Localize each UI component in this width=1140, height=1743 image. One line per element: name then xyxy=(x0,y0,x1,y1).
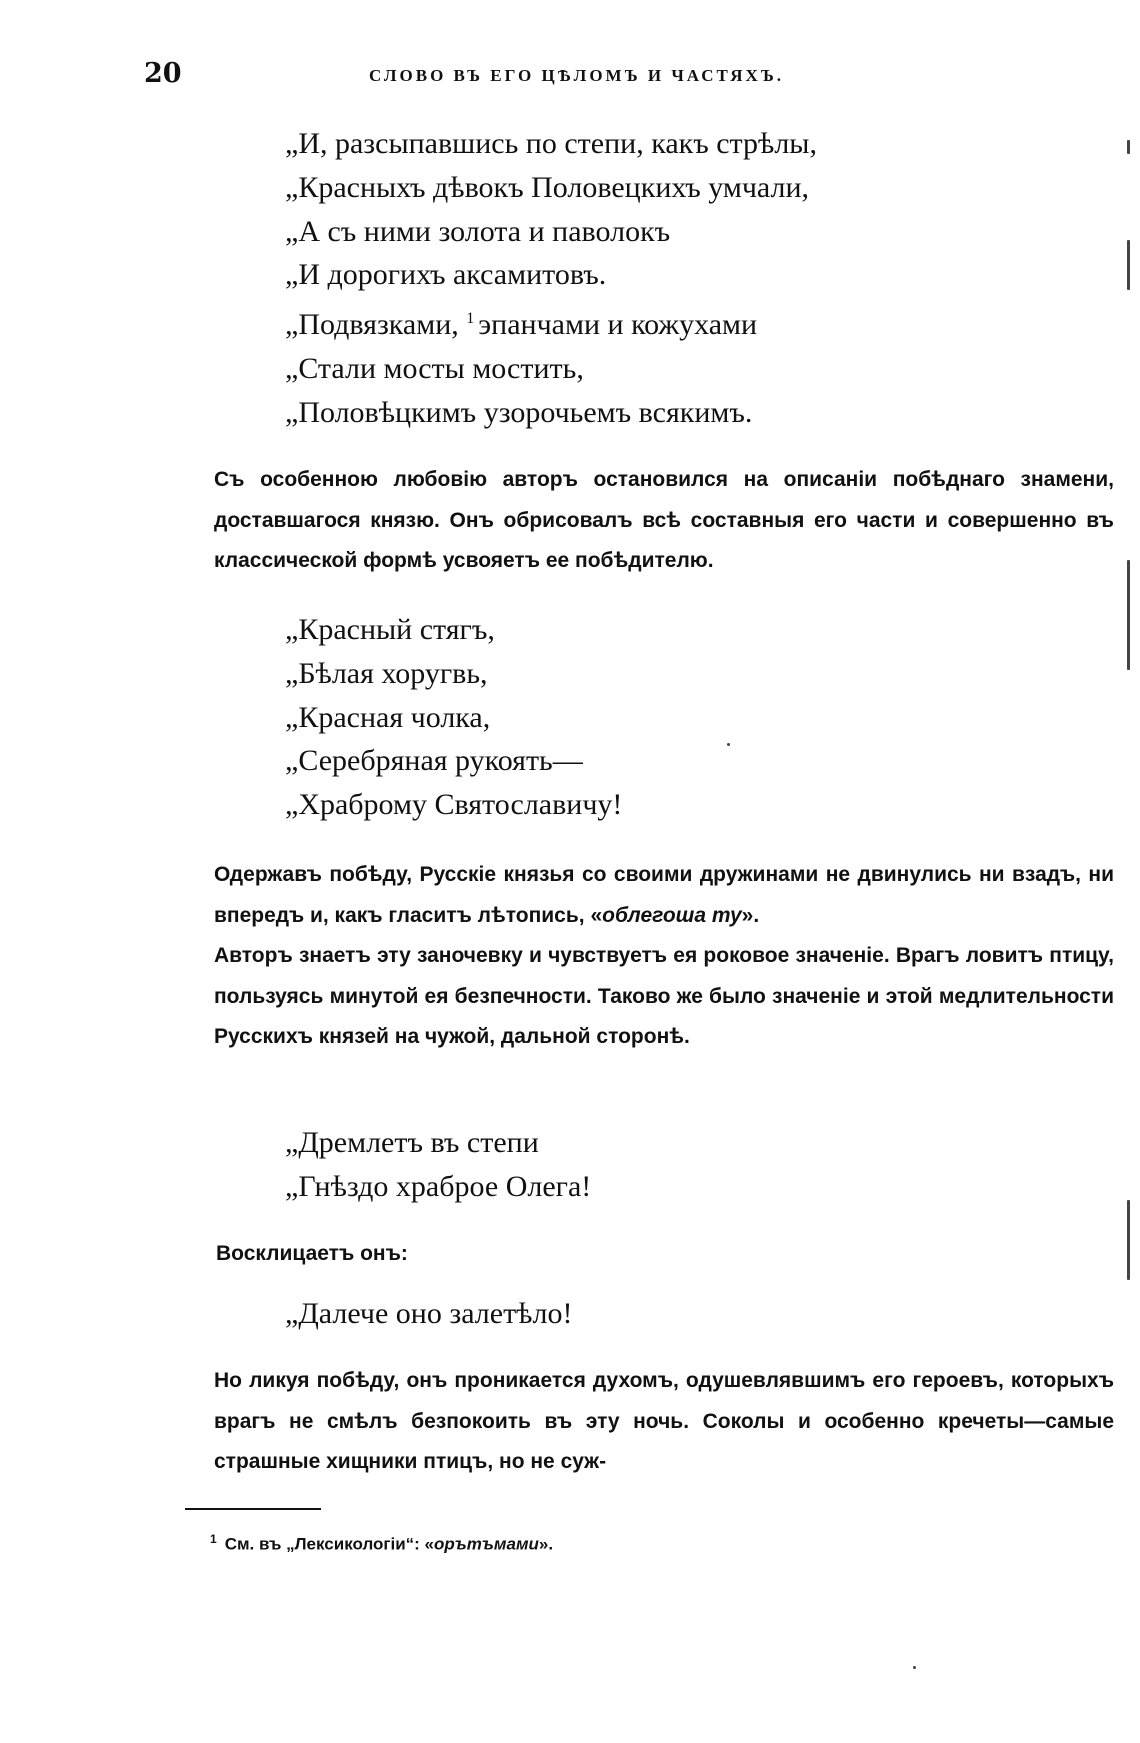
exclamation-intro: Восклицаетъ онъ: xyxy=(216,1242,408,1265)
footnote-text: См. въ „Лексикологіи“: « xyxy=(224,1534,434,1554)
running-title: СЛОВО ВЪ ЕГО ЦѢЛОМЪ И ЧАСТЯХЪ. xyxy=(369,66,785,85)
footnote xyxy=(210,1532,553,1555)
scan-speck xyxy=(727,743,730,746)
paragraph-2-end: ». xyxy=(741,903,760,927)
paragraph-4: Но ликуя побѣду, онъ проникается духомъ, одушевлявшимъ его героевъ, которыхъ врагъ не смѣлъ безпокоить въ эту ночь. Соколы и особенно кречеты—самые страшные хищники птицъ, но не суж- xyxy=(214,1369,1114,1473)
scan-speck xyxy=(1127,1200,1130,1280)
scan-speck xyxy=(1127,140,1130,154)
scan-speck xyxy=(913,1666,916,1669)
scan-speck xyxy=(1127,560,1130,670)
verse-line: „Серебряная рукоять— xyxy=(285,744,583,778)
verse-line-part: „Подвязками, xyxy=(285,308,467,342)
footnote-term: орътъмами xyxy=(434,1534,539,1554)
paragraph-3: Авторъ знаетъ эту заночевку и чувствуетъ ея роковое значеніе. Врагъ ловитъ птицу, пользуясь минутой ея безпечности. Таково же было значеніе и этой медлительности Русскихъ князей на чужой, дальной сторонѣ. xyxy=(214,944,1114,1048)
chronicle-quote: облегоша ту xyxy=(602,903,742,927)
footnote-number: 1 xyxy=(210,1532,217,1546)
verse-line-part: эпанчами и кожухами xyxy=(478,308,758,342)
verse-line: „А съ ними золота и паволокъ xyxy=(285,214,671,248)
verse-line xyxy=(285,297,817,347)
verse-line: „Красныхъ дѣвокъ Половецкихъ умчали, xyxy=(285,170,810,204)
footnote-mark: 1 xyxy=(466,310,475,328)
verse-line: „Половѣцкимъ узорочьемъ всякимъ. xyxy=(285,395,753,429)
paragraph-1: Съ особенною любовію авторъ остановился на описаніи побѣднаго знамени, доставшагося князю. Онъ обрисовалъ всѣ составныя его части и совершенно въ классической формѣ усвояетъ ее побѣдителю. xyxy=(214,468,1114,572)
scan-speck xyxy=(1127,240,1130,290)
verse-line: „Стали мосты мостить, xyxy=(285,351,584,385)
paragraph-2-text: Одержавъ побѣду, Русскіе князья со своими дружинами не двинулись ни взадъ, ни впередъ и, какъ гласитъ лѣтопись, « xyxy=(214,863,1114,927)
verse-block-2 xyxy=(285,608,622,827)
page-header xyxy=(144,58,1044,98)
footnote-divider xyxy=(185,1508,321,1510)
verse-line: „И, разсыпавшись по степи, какъ стрѣлы, xyxy=(285,127,817,160)
verse-block-4 xyxy=(285,1292,572,1336)
verse-block-3 xyxy=(285,1121,591,1209)
verse-line: „Красный стягъ, xyxy=(285,613,495,646)
verse-line: „И дорогихъ аксамитовъ. xyxy=(285,258,607,292)
verse-line: „Дремлетъ въ степи xyxy=(285,1126,539,1159)
page-number: 20 xyxy=(144,58,182,89)
verse-block-1 xyxy=(285,122,817,435)
footnote-end: ». xyxy=(538,1534,554,1554)
verse-line: „Красная чолка, xyxy=(285,700,491,734)
verse-line: „Гнѣздо храброе Олега! xyxy=(285,1169,592,1203)
verse-line: „Бѣлая хоругвь, xyxy=(285,656,488,690)
verse-line: „Храброму Святославичу! xyxy=(285,788,623,822)
paragraph-2 xyxy=(150,855,1114,936)
verse-line: „Далече оно залетѣло! xyxy=(285,1297,573,1330)
